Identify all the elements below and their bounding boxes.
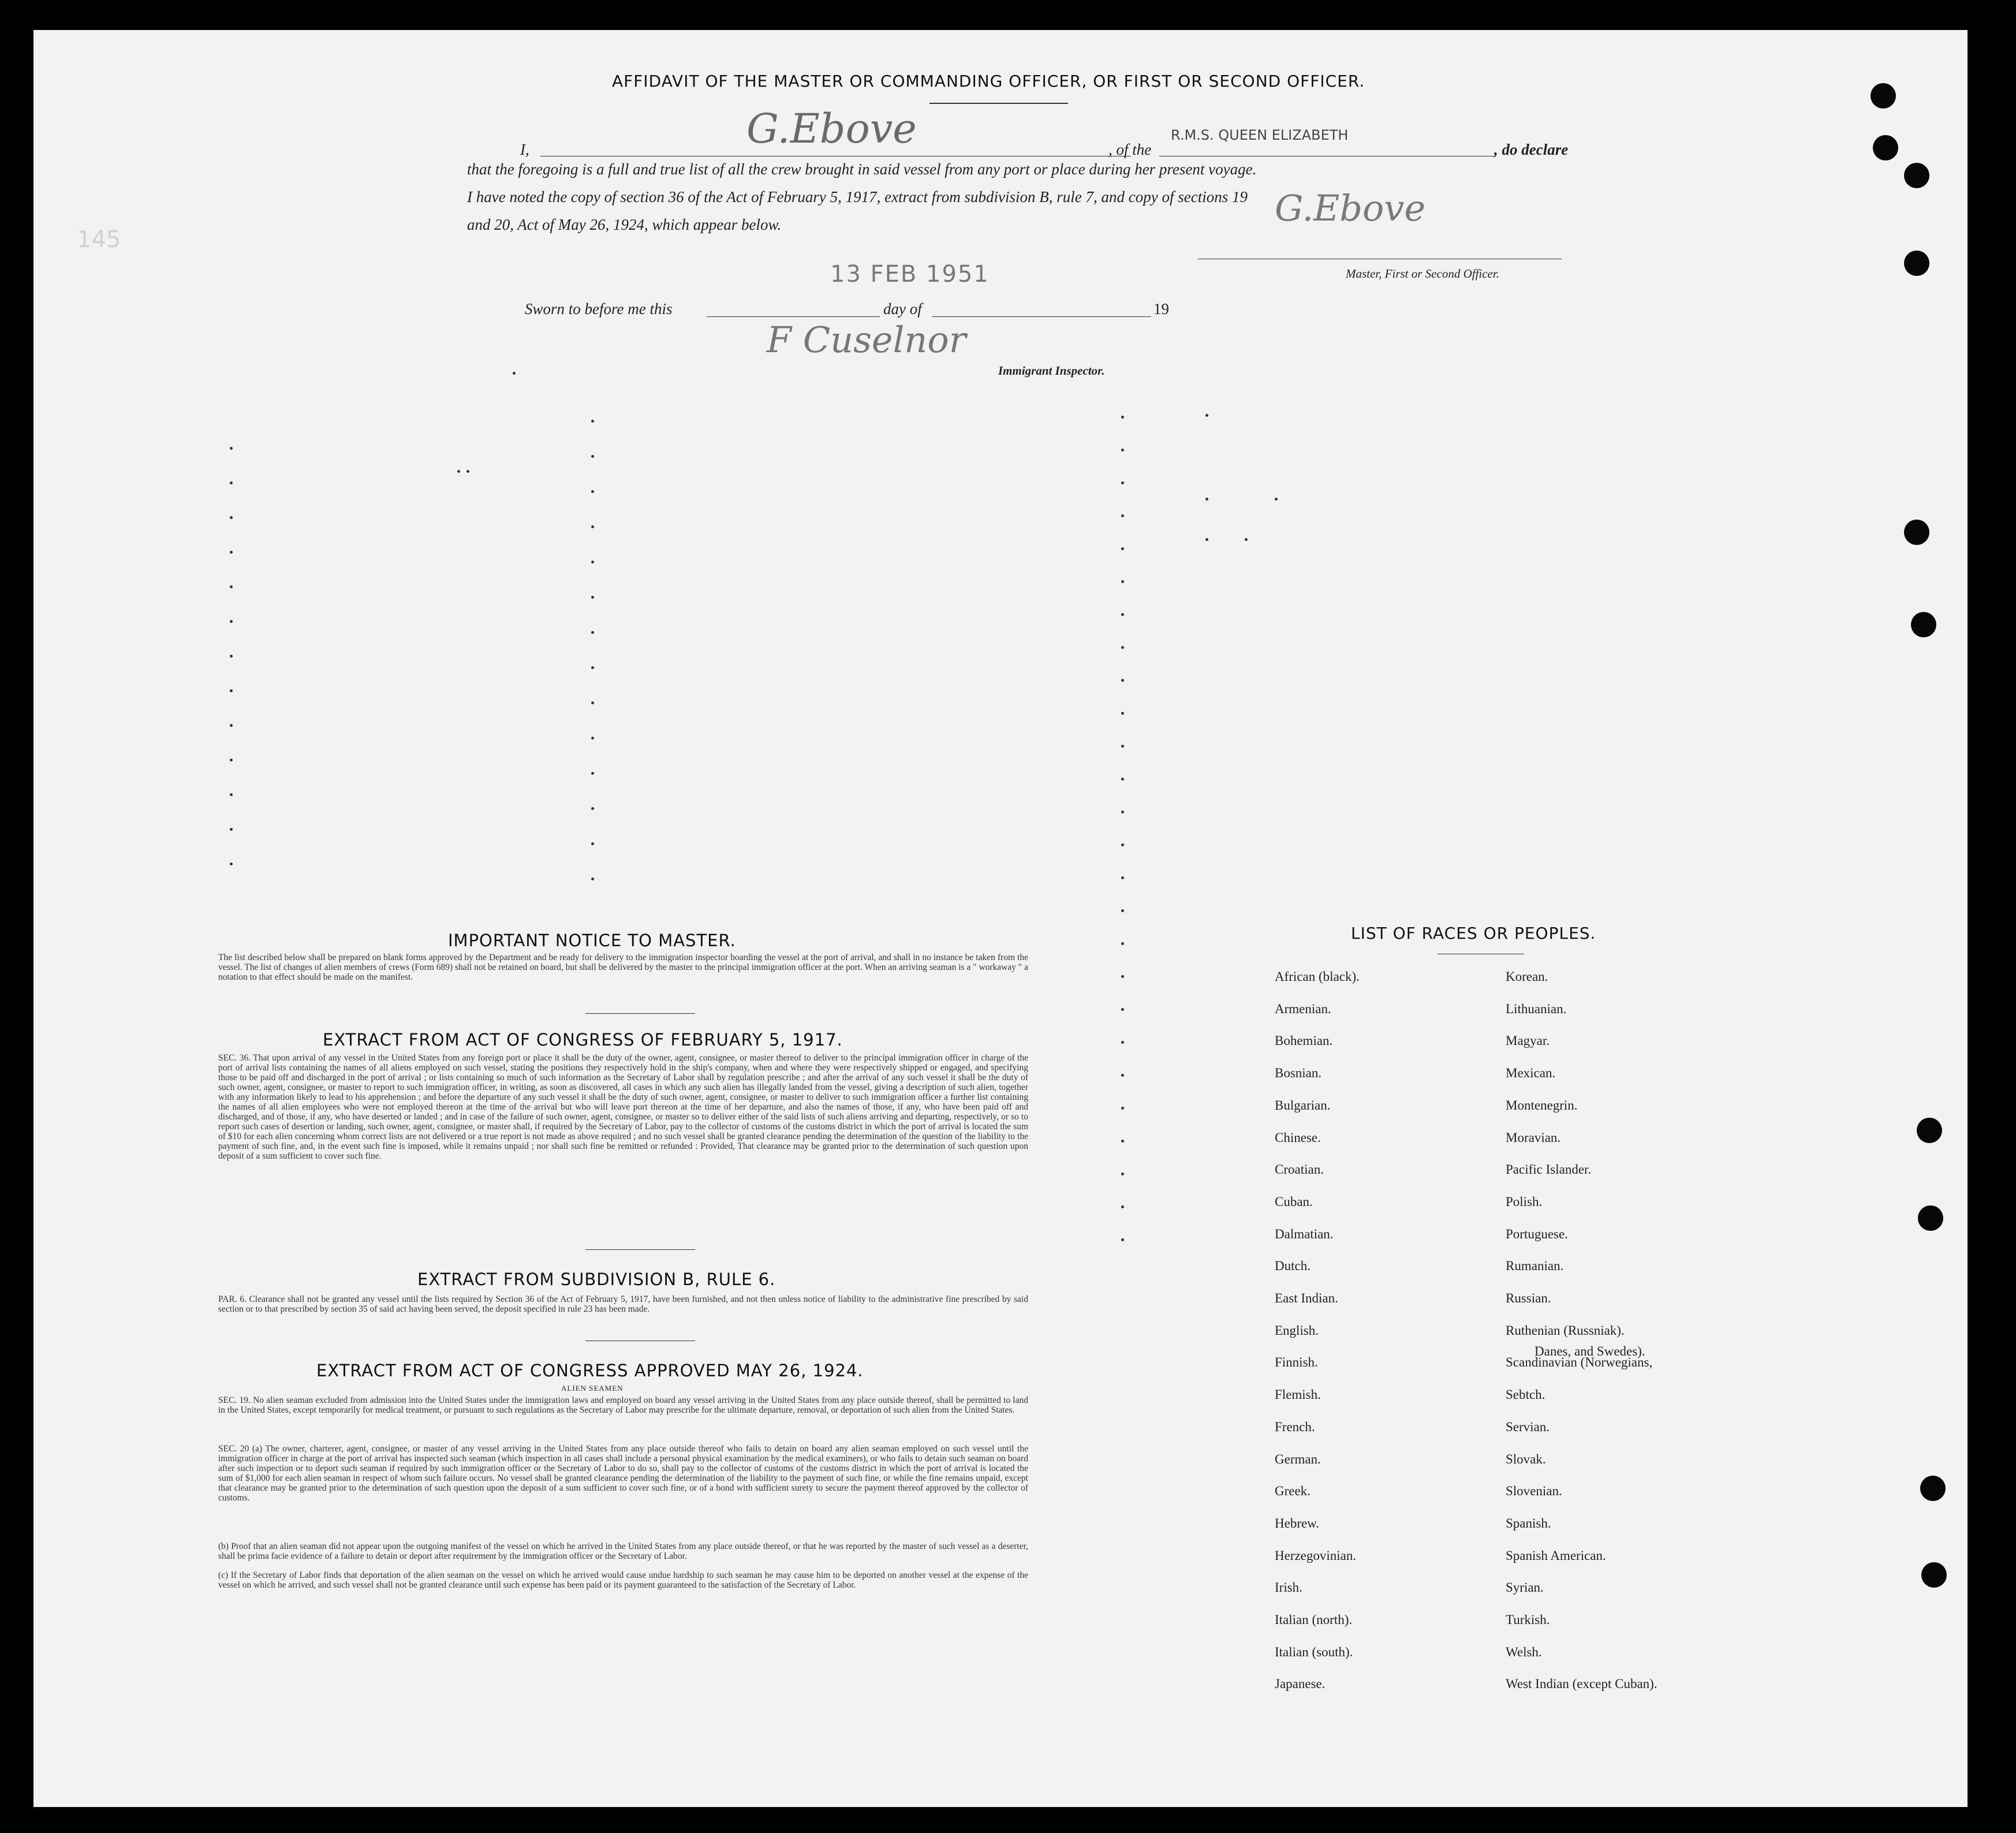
day-of: day of <box>883 300 922 318</box>
affidavit-heading: AFFIDAVIT OF THE MASTER OR COMMANDING OFFICER, OR FIRST OR SECOND OFFICER. <box>612 72 1365 91</box>
dot-mark <box>1205 498 1208 501</box>
race-item: Italian (north). <box>1275 1612 1353 1627</box>
affidavit-line-3: I have noted the copy of section 36 of the Act of February 5, 1917, extract from subdivision B, rule 7, and copy of sections 19 <box>467 188 1248 206</box>
dot-mark <box>1121 942 1124 945</box>
affidavit-i: I, <box>520 141 529 158</box>
race-item: Herzegovinian. <box>1275 1548 1357 1563</box>
dot-mark <box>1121 580 1124 583</box>
dot-mark <box>1121 1041 1124 1044</box>
extract-1917-title: EXTRACT FROM ACT OF CONGRESS OF FEBRUARY 5, 1917. <box>323 1030 843 1050</box>
margin-number: 145 <box>77 226 121 253</box>
race-item: Bulgarian. <box>1275 1097 1331 1113</box>
race-item: Welsh. <box>1506 1644 1542 1659</box>
dot-mark <box>591 561 594 563</box>
sec20c: (c) If the Secretary of Labor finds that deportation of the alien seaman on the vessel on which he arrived would cause undue hardship to such seaman he may cause him to be deported on another vessel at the expense of the vessel on which he arrived, and such vessel shall not be granted clearance until such expense has been paid or its payment guaranteed to the satisfaction of the Secretary of Labor. <box>218 1570 1028 1590</box>
rule6-title: EXTRACT FROM SUBDIVISION B, RULE 6. <box>417 1270 776 1289</box>
month-line <box>932 316 1151 317</box>
inspector-caption: Immigrant Inspector. <box>998 364 1105 378</box>
race-item: Turkish. <box>1506 1612 1550 1627</box>
dot-mark <box>230 655 233 658</box>
race-item: Cuban. <box>1275 1194 1313 1209</box>
dot-mark <box>230 793 233 796</box>
dot-mark <box>591 701 594 704</box>
dot-mark <box>457 470 460 473</box>
race-item: Spanish American. <box>1506 1548 1606 1563</box>
race-item: Irish. <box>1275 1580 1302 1595</box>
sworn-text: Sworn to before me this <box>525 300 673 318</box>
race-item: Lithuanian. <box>1506 1001 1567 1016</box>
race-item: Croatian. <box>1275 1162 1324 1177</box>
dot-mark <box>1121 1238 1124 1241</box>
race-item: French. <box>1275 1419 1315 1434</box>
race-item: Syrian. <box>1506 1580 1544 1595</box>
affidavit-do-declare: , do declare <box>1494 141 1569 158</box>
race-item: Dutch. <box>1275 1259 1311 1274</box>
notice-rule <box>585 1013 695 1014</box>
dot-mark <box>591 807 594 810</box>
dot-mark <box>591 420 594 423</box>
punch-hole <box>1904 520 1929 545</box>
extract-1924-title: EXTRACT FROM ACT OF CONGRESS APPROVED MAY 26, 1924. <box>316 1361 864 1380</box>
dot-mark <box>1121 975 1124 978</box>
dot-mark <box>230 689 233 692</box>
race-item: Pacific Islander. <box>1506 1162 1592 1177</box>
dot-mark <box>513 372 516 375</box>
punch-hole <box>1918 1205 1943 1231</box>
race-item: Finnish. <box>1275 1355 1318 1370</box>
ship-name: R.M.S. QUEEN ELIZABETH <box>1171 127 1349 143</box>
dot-mark <box>591 737 594 740</box>
dot-mark <box>1121 449 1124 451</box>
dot-mark <box>1121 613 1124 616</box>
dot-mark <box>230 620 233 623</box>
extract-1917-rule <box>585 1249 695 1250</box>
alien-seamen-subtitle: ALIEN SEAMEN <box>561 1384 624 1393</box>
race-item: Armenian. <box>1275 1001 1331 1016</box>
punch-hole <box>1911 612 1936 637</box>
punch-hole <box>1904 251 1929 276</box>
race-item: West Indian (except Cuban). <box>1506 1677 1657 1692</box>
dot-mark <box>591 490 594 493</box>
race-item: Chinese. <box>1275 1130 1321 1145</box>
dot-mark <box>1205 538 1208 541</box>
notice-title: IMPORTANT NOTICE TO MASTER. <box>448 931 736 950</box>
dot-mark <box>1245 538 1248 541</box>
notice-body: The list described below shall be prepared on blank forms approved by the Department and be ready for delivery to the immigration inspector boarding the vessel at the port of arrival, and shall in no instance be taken from the vessel. The list of changes of alien members of crews (Form 689) shall not be retained on board, but shall be delivered by the master to the principal immigration officer at the port. When an arriving seaman is a " workaway " a notation to that effect should be made on the manifest. <box>218 953 1028 982</box>
dot-mark <box>466 470 469 473</box>
dot-mark <box>1275 498 1278 501</box>
affidavit-line-4: and 20, Act of May 26, 1924, which appear below. <box>467 216 782 233</box>
heading-underline <box>929 103 1068 104</box>
sworn-day-line <box>707 316 880 317</box>
race-item: African (black). <box>1275 969 1360 984</box>
affidavit-of-the: , of the <box>1108 141 1152 158</box>
affidavit-line-2: that the foregoing is a full and true list of all the crew brought in said vessel from any port or place during her present voyage. <box>467 160 1257 178</box>
dot-mark <box>230 481 233 484</box>
dot-mark <box>1121 1173 1124 1175</box>
race-item: German. <box>1275 1451 1321 1466</box>
dot-mark <box>591 596 594 599</box>
dot-mark <box>1121 1205 1124 1208</box>
dot-mark <box>1121 876 1124 879</box>
year-prefix: 19 <box>1153 300 1169 318</box>
race-item: Moravian. <box>1506 1130 1561 1145</box>
sec20b: (b) Proof that an alien seaman did not appear upon the outgoing manifest of the vessel on which he arrived in the United States from any place outside thereof, or that he was reported by the master of such vessel as a deserter, shall be prima facie evidence of a failure to detain or deport after requirement by the immigration officer or the Secretary of Labor. <box>218 1541 1028 1561</box>
sec19: SEC. 19. No alien seaman excluded from admission into the United States under the immigration laws and employed on board any vessel arriving in the United States from any place outside thereof, shall be permitted to land in the United States, except temporarily for medical treatment, or pursuant to such regulations as the Secretary of Labor may prescribe for the ultimate departure, removal, or deportation of such alien from the United States. <box>218 1395 1028 1415</box>
race-item: Sebtch. <box>1506 1387 1545 1402</box>
dot-mark <box>1121 811 1124 813</box>
dot-mark <box>1121 646 1124 649</box>
race-item: East Indian. <box>1275 1291 1338 1305</box>
races-title: LIST OF RACES OR PEOPLES. <box>1351 924 1596 943</box>
race-item: Bosnian. <box>1275 1066 1322 1081</box>
race-item: Servian. <box>1506 1419 1550 1434</box>
dot-mark <box>591 842 594 845</box>
dot-mark <box>1121 1008 1124 1011</box>
dot-mark <box>230 447 233 450</box>
dot-mark <box>1121 679 1124 682</box>
race-item: Hebrew. <box>1275 1515 1320 1530</box>
dot-mark <box>591 631 594 634</box>
punch-hole <box>1871 83 1896 109</box>
race-item: Scandinavian (Norwegians, <box>1506 1355 1653 1370</box>
race-scandinavian-cont: Danes, and Swedes). <box>1535 1344 1645 1358</box>
punch-hole <box>1873 135 1898 160</box>
dot-mark <box>230 724 233 727</box>
extract-1917-body: SEC. 36. That upon arrival of any vessel in the United States from any foreign port or place it shall be the duty of the owner, agent, consignee, or master thereof to deliver to the principal immigration officer in charge of the port of arrival lists containing the names of all aliens employed on such vessel, stating the positions they respectively hold in the ship's company, when and where they were respectively shipped or engaged, and specifying those to be paid off and discharged in the port of arrival ; or lists containing so much of such information as the Secretary of Labor shall by regulation prescribe ; and after the arrival of any such vessel it shall be the duty of such owner, agent, consignee, or master to report to such immigration officer, in writing, as soon as discovered, all cases in which any such alien has illegally landed from the vessel, giving a description of such alien, together with any information likely to lead to his apprehension ; and before the departure of any such vessel it shall be the duty of such owner, agent, consignee, or master to deliver to such immigration officer a further list containing the names of all alien employees who were not employed thereon at the time of the arrival but who will leave port thereon at the time of her departure, and also the names of those, if any, who have been paid off and discharged, and of those, if any, who have deserted or landed ; and in case of the failure of such owner, agent, consignee, or master so to deliver either of the said lists of such aliens arriving and departing, respectively, or so to report such cases of desertion or landing, such owner, agent, consignee, or master shall, if required by the Secretary of Labor, pay to the collector of customs of the customs district in which the port of arrival is located the sum of $10 for each alien concerning whom correct lists are not delivered or a true report is not made as above required ; and no such vessel shall be granted clearance pending the determination of the question of the liability to the payment of such fine, and, in the event such fine is imposed, while it remains unpaid ; nor shall such fine be remitted or refunded : Provided, That clearance may be granted prior to the determination of such question upon deposit of a sum sufficient to cover such fine. <box>218 1053 1028 1161</box>
document-sheet <box>33 30 1968 1807</box>
dot-mark <box>1121 547 1124 550</box>
dot-mark <box>1121 481 1124 484</box>
dot-mark <box>1121 1140 1124 1143</box>
race-item: Slovak. <box>1506 1451 1546 1466</box>
race-item: Magyar. <box>1506 1033 1550 1048</box>
dot-mark <box>230 828 233 831</box>
race-item: Italian (south). <box>1275 1644 1353 1659</box>
date-stamp: 13 FEB 1951 <box>830 261 990 288</box>
dot-mark <box>591 666 594 669</box>
race-item: English. <box>1275 1323 1319 1338</box>
race-item: Bohemian. <box>1275 1033 1333 1048</box>
race-item: Polish. <box>1506 1194 1543 1209</box>
dot-mark <box>1121 745 1124 748</box>
race-item: Greek. <box>1275 1484 1311 1499</box>
race-item: Ruthenian (Russniak). <box>1506 1323 1625 1338</box>
dot-mark <box>591 455 594 458</box>
race-item: Dalmatian. <box>1275 1226 1334 1241</box>
dot-mark <box>1121 843 1124 846</box>
dot-mark <box>1205 414 1208 417</box>
master-caption: Master, First or Second Officer. <box>1346 267 1499 281</box>
race-item: Flemish. <box>1275 1387 1321 1402</box>
dot-mark <box>230 585 233 588</box>
inspector-signature: F Cuselnor <box>767 319 966 361</box>
dot-mark <box>1121 909 1124 912</box>
master-signature: G.Ebove <box>746 105 917 152</box>
punch-hole <box>1920 1476 1946 1501</box>
punch-hole <box>1921 1562 1947 1588</box>
dot-mark <box>230 516 233 519</box>
race-item: Portuguese. <box>1506 1226 1568 1241</box>
punch-hole <box>1904 163 1929 188</box>
punch-hole <box>1917 1118 1942 1143</box>
dot-mark <box>1121 778 1124 781</box>
race-item: Montenegrin. <box>1506 1097 1578 1113</box>
race-item: Korean. <box>1506 969 1548 984</box>
race-item: Rumanian. <box>1506 1259 1564 1274</box>
race-item: Mexican. <box>1506 1066 1556 1081</box>
dot-mark <box>591 525 594 528</box>
dot-mark <box>591 772 594 775</box>
dot-mark <box>1121 1107 1124 1110</box>
dot-mark <box>1121 514 1124 517</box>
race-item: Japanese. <box>1275 1677 1326 1692</box>
dot-mark <box>591 878 594 880</box>
dot-mark <box>1121 712 1124 715</box>
dot-mark <box>230 551 233 554</box>
dot-mark <box>1121 1074 1124 1077</box>
dot-mark <box>230 863 233 865</box>
dot-mark <box>1121 416 1124 419</box>
dot-mark <box>230 759 233 761</box>
sec20a: SEC. 20 (a) The owner, charterer, agent, consignee, or master of any vessel arriving in the United States from any place outside thereof who fails to detain on board any alien seaman employed on such vessel until the immigration officer in charge at the port of arrival has inspected such seaman (which inspection in all cases shall include a personal physical examination by the medical examiners), or who fails to detain such seaman on board after such inspection or to deport such seaman if required by such immigration officer or the Secretary of Labor to do so, shall pay to the collector of customs of the customs district in which the port of arrival is located the sum of $1,000 for each alien seaman in respect of whom such failure occurs. No vessel shall be granted clearance pending the determination of the liability to the payment of such fine, or while the fine remains unpaid, except that clearance may be granted prior to the determination of such question upon the deposit of a sum sufficient to cover such fine, or of a bond with sufficient surety to secure the payment thereof approved by the collector of customs. <box>218 1444 1028 1503</box>
race-item: Spanish. <box>1506 1515 1551 1530</box>
race-item: Slovenian. <box>1506 1484 1562 1499</box>
master-signature-2: G.Ebove <box>1275 187 1426 229</box>
race-item: Russian. <box>1506 1291 1551 1305</box>
rule6-body: PAR. 6. Clearance shall not be granted any vessel until the lists required by Section 36 of the Act of February 5, 1917, have been furnished, and not then unless notice of liability to the administrative fine prescribed by said section or to that prescribed by section 35 of said act having been served, the deposit specified in rule 23 has been made. <box>218 1294 1028 1314</box>
